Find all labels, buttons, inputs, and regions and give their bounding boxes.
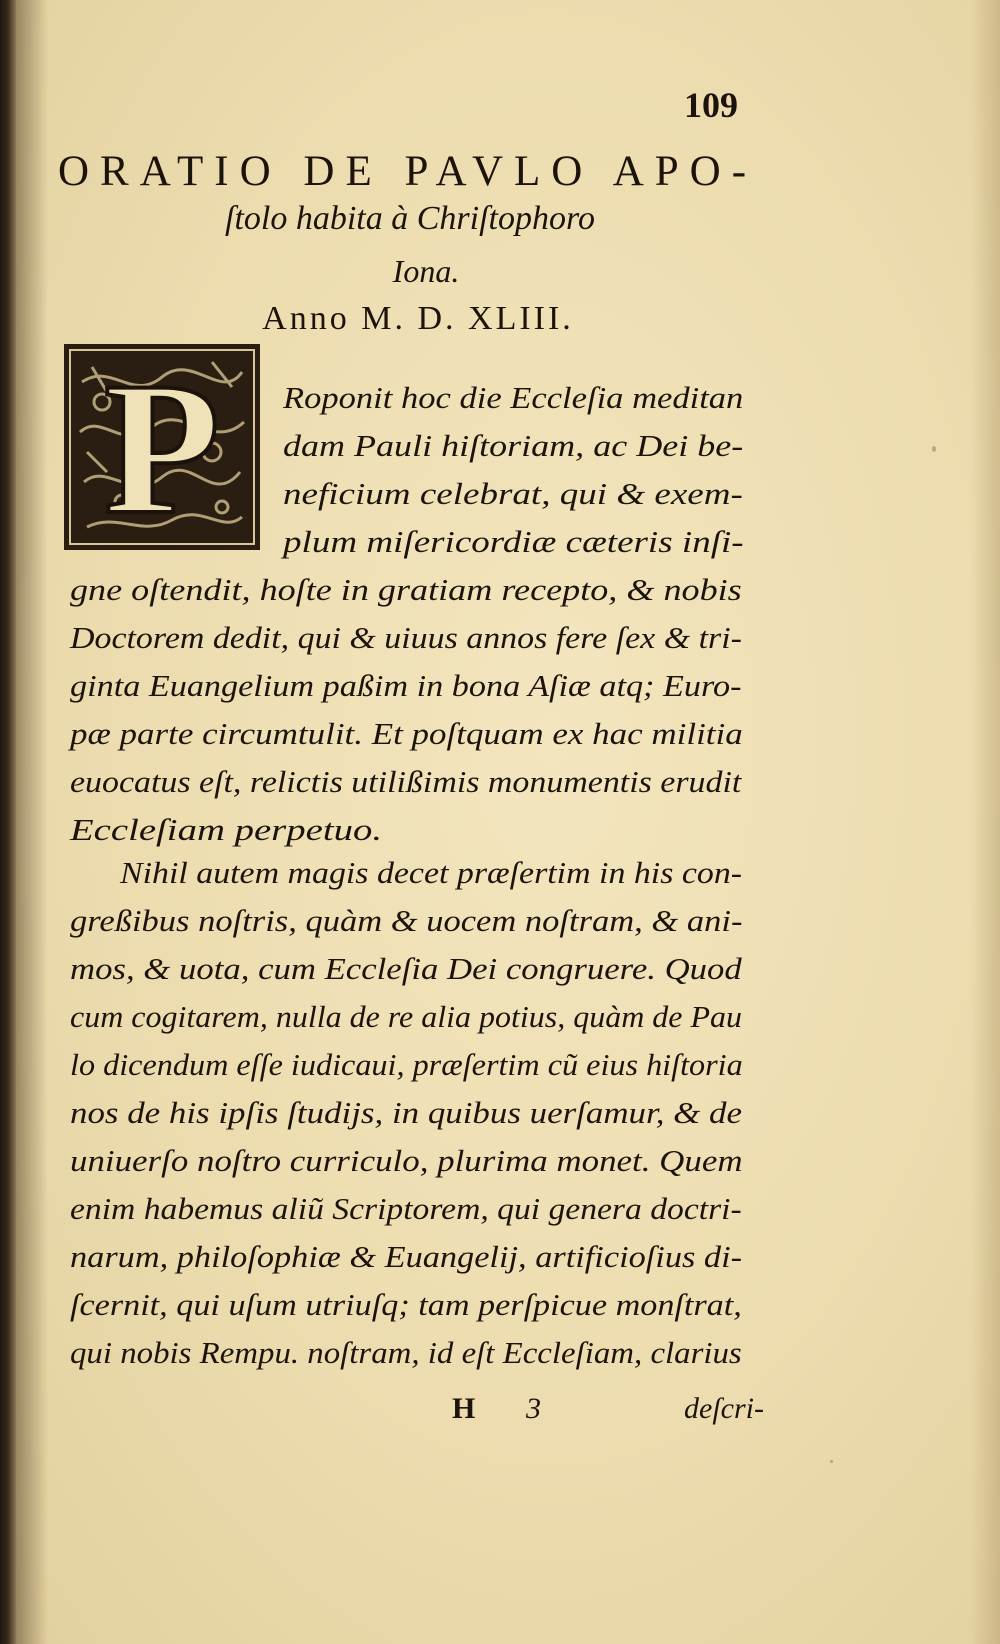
signature-mark: H xyxy=(452,1392,476,1425)
text-line: qui nobis Rempu. noſtram, id eſt Eccleſiam, clarius xyxy=(70,1335,742,1370)
page-number: 109 xyxy=(684,85,738,125)
text-line: pæ parte circumtulit. Et poſtquam ex hac militia xyxy=(70,716,743,751)
text-line: mos, & uota, cum Eccleſia Dei congruere. Quod xyxy=(70,951,742,986)
text-line: ſcernit, qui uſum utriuſq; tam perſpicue monſtrat, xyxy=(70,1287,742,1322)
signature-number: 3 xyxy=(526,1392,541,1425)
catchword: deſcri- xyxy=(684,1392,764,1425)
heading-title-line: ORATIO DE PAVLO APO- xyxy=(58,148,758,195)
heading-subtitle-2: Iona. xyxy=(392,253,460,289)
text-line: dam Pauli hiſtoriam, ac Dei be- xyxy=(283,428,744,463)
text-line: gne oſtendit, hoſte in gratiam recepto, & nobis xyxy=(70,572,742,607)
text-line: Roponit hoc die Eccleſia meditan xyxy=(283,380,744,415)
paper-speck xyxy=(830,1460,833,1463)
text-line: uniuerſo noſtro curriculo, plurima monet. Quem xyxy=(70,1143,743,1178)
text-line: greßibus noſtris, quàm & uocem noſtram, & ani- xyxy=(70,903,743,938)
text-line: enim habemus aliũ Scriptorem, qui genera doctri- xyxy=(70,1191,742,1226)
text-line: lo dicendum eſſe iudicaui, præſertim cũ eius hiſtoria xyxy=(70,1047,743,1082)
text-line: euocatus eſt, relictis utilißimis monumentis erudit xyxy=(70,764,742,799)
text-line: neficium celebrat, qui & exem- xyxy=(283,476,743,511)
binding-gutter xyxy=(0,0,16,1644)
text-line: cum cogitarem, nulla de re alia potius, quàm de Pau xyxy=(70,999,743,1034)
text-line: plum miſericordiæ cæteris inſi- xyxy=(283,524,744,559)
gutter-shadow xyxy=(16,0,48,1644)
drop-cap-letter: P xyxy=(103,344,221,552)
text-line: ginta Euangelium paßim in bona Aſiæ atq; Euro- xyxy=(70,668,742,703)
paper-speck xyxy=(932,446,936,452)
heading-year: Anno M. D. XLIII. xyxy=(262,300,574,337)
text-line: narum, philoſophiæ & Euangelij, artificioſius di- xyxy=(70,1239,743,1274)
ornamental-initial xyxy=(62,342,262,552)
text-line: nos de his ipſis ſtudijs, in quibus uerſamur, & de xyxy=(70,1095,742,1130)
heading-subtitle-1: ſtolo habita à Chriſtophoro xyxy=(225,200,595,237)
text-line: Eccleſiam perpetuo. xyxy=(70,812,383,847)
page-edge-shadow xyxy=(970,0,1000,1644)
text-line: Doctorem dedit, qui & uiuus annos fere ſex & tri- xyxy=(70,620,742,655)
text-line: Nihil autem magis decet præſertim in his con- xyxy=(120,855,743,890)
